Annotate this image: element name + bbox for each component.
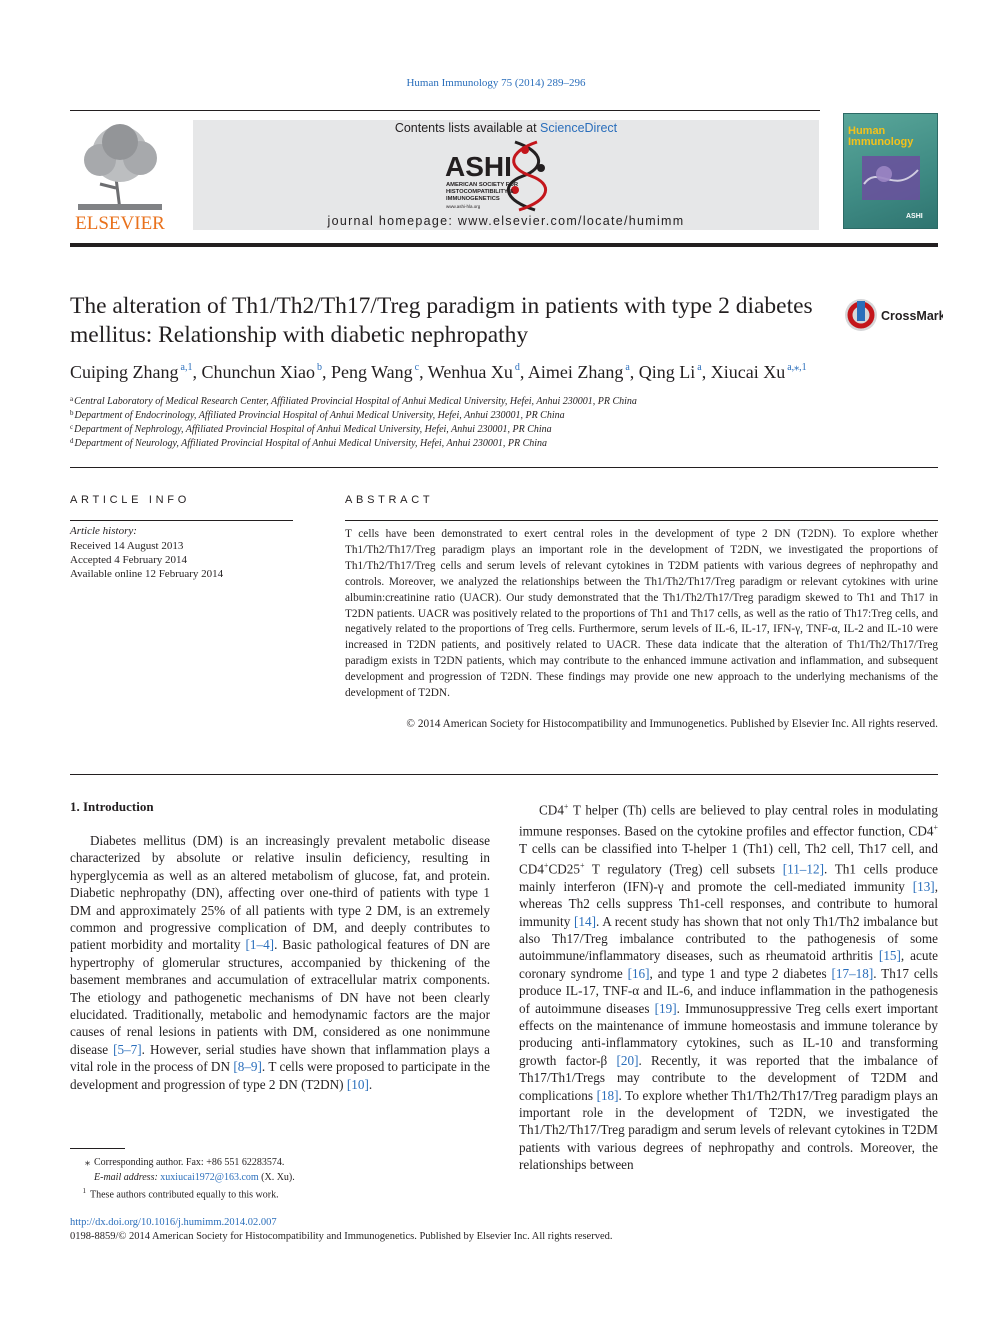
author[interactable]: Cuiping Zhang $^{a,1}$	[70, 362, 193, 382]
reference-link[interactable]: [16]	[627, 965, 650, 981]
abstract-text: T cells have been demonstrated to exert central roles in the development of type 2 DN (T2DN). To explore whether Th1/Th2/Th17/Treg paradigm plays an important role in the development of T2DN, we investigated the proportions of Th1/Th2/Th17/Treg cells and serum levels of relevant cytokines in T2DM patients with various degrees of nephropathy and controls. Moreover, we analyzed the relationships between the Th1/Th2/Th17/Treg paradigm or relevant cytokines with urine albumin:creatinine ratio (UACR). Our study demonstrated that the Th1/Th2/Th17/Treg paradigm skewed to Th1 and Th17 in T2DN patients. UACR was positively related to the proportions of Th1 and Th17 cells, as well as the ratio of Th17:Treg cells, and negatively related to the proportions of Treg cells. Furthermore, serum levels of IL-6, IL-17, IFN-γ, TNF-α, IL-2 and IL-10 were increased in T2DN patients, and positively related to UACR. These data indicate that the alteration of Th1/Th2/Th17/Treg paradigm exists in T2DN patients, which may contribute to the enhanced immune activation and inflammation, and subsequent development and progression of T2DN. These findings may provide one new approach to the underlying mechanisms of the development of T2DN.	[345, 528, 938, 700]
reference-link[interactable]: [14]	[574, 913, 596, 929]
author[interactable]: Qing Li $^a$	[638, 362, 702, 382]
cover-title: Human Immunology	[848, 125, 914, 148]
elsevier-tree-icon	[70, 118, 170, 232]
crossmark-icon	[843, 297, 943, 333]
reference-link[interactable]: [5–7]	[113, 1041, 142, 1057]
intro-left-column	[70, 832, 490, 1093]
equal-contribution-note: $^1$ These authors contributed equally to this work.	[82, 1187, 279, 1201]
reference-link[interactable]: [11–12]	[782, 861, 824, 877]
accepted-date: Accepted 4 February 2014	[70, 554, 187, 566]
reference-link[interactable]: [17–18]	[831, 965, 874, 981]
affiliation-c: $^c$Department of Nephrology, Affiliated Provincial Hospital of Anhui Medical University, Hefei, Anhui 230001, PR China	[70, 423, 552, 435]
crossmark-badge[interactable]	[843, 297, 943, 333]
affiliation-b: $^b$Department of Endocrinology, Affiliated Provincial Hospital of Anhui Medical University, Hefei, Anhui 230001, PR China	[70, 409, 565, 421]
elsevier-logo	[70, 118, 170, 232]
reference-link[interactable]: [13]	[912, 878, 935, 894]
email-link[interactable]: xuxiucai1972@163.com	[160, 1172, 259, 1183]
reference-link[interactable]: [18]	[596, 1087, 619, 1103]
abstract-rule	[345, 520, 938, 521]
reference-link[interactable]: [20]	[616, 1052, 639, 1068]
reference-link[interactable]: [19]	[654, 1000, 677, 1016]
abstract-heading: ABSTRACT	[345, 494, 434, 506]
header-thick-rule	[70, 243, 938, 247]
ashi-wordmark: ASHI	[445, 151, 512, 182]
author[interactable]: Aimei Zhang $^a$	[527, 362, 630, 382]
svg-text:AMERICAN SOCIETY FOR: AMERICAN SOCIETY FOR	[446, 182, 519, 188]
intro-right-column	[519, 798, 938, 1174]
issn-copyright: 0198-8859/© 2014 American Society for Histocompatibility and Immunogenetics. Published by Elsevier Inc. All rights reserved.	[70, 1231, 613, 1242]
author-list: Cuiping Zhang $^{a,1}$, Chunchun Xiao $^b$, Peng Wang $^c$, Wenhua Xu $^d$, Aimei Zhang $^a$, Qing Li $^a$, Xiucai Xu $^{a,⁎,1}$	[70, 362, 807, 382]
affiliation-a: $^a$Central Laboratory of Medical Research Center, Affiliated Provincial Hospital of Anhui Medical University, Hefei, Anhui 230001, PR China	[70, 395, 637, 407]
article-history-label: Article history:	[70, 525, 137, 537]
doi-link[interactable]: http://dx.doi.org/10.1016/j.humimm.2014.02.007	[70, 1217, 277, 1228]
author[interactable]: Xiucai Xu $^{a,⁎,1}$	[710, 362, 807, 382]
affiliation-d: $^d$Department of Neurology, Affiliated Provincial Hospital of Anhui Medical University, Hefei, Anhui 230001, PR China	[70, 437, 548, 449]
contents-line	[193, 121, 819, 135]
author[interactable]: Wenhua Xu $^d$	[427, 362, 520, 382]
author[interactable]: Peng Wang $^c$	[330, 362, 420, 382]
online-date: Available online 12 February 2014	[70, 568, 224, 580]
email-note: E-mail address: xuxiucai1972@163.com (X. Xu).	[94, 1172, 295, 1183]
journal-citation[interactable]: Human Immunology 75 (2014) 289–296	[406, 77, 586, 89]
sciencedirect-link[interactable]: ScienceDirect	[540, 121, 618, 135]
author[interactable]: Chunchun Xiao $^b$	[201, 362, 322, 382]
reference-link[interactable]: [10]	[346, 1076, 369, 1092]
contents-prefix: Contents lists available at	[394, 121, 541, 135]
intro-paragraph-1: Diabetes mellitus (DM) is an increasingly prevalent metabolic disease characterized by absolute or relative insulin deficiency, resulting in hyperglycemia as well as an altered metabolism of glucose, fat, and protein. Diabetic nephropathy (DN), affecting over one-third of patients with type 1 DM and approximately 25% of all patients with type 2 DM, is an extremely common and progressive complication of DM, and deeply contributes to patient morbidity and mortality [1–4]. Basic pathological features of DN are hypertrophy of glomerular structures, accompanied by thickening of the basement membranes and accumulation of extracellular matrix components. The etiology and pathogenetic mechanisms of DN have not been clearly elucidated. Traditionally, metabolic and hemodynamic factors are the major causes of renal lesions in patients with DM, considered as one nonimmune disease [5–7]. However, serial studies have shown that inflammation plays a vital role in the process of DN [8–9]. T cells were proposed to participate in the development and progression of type 2 DN (T2DN) [10].	[70, 833, 490, 1092]
ashi-dna-icon	[445, 138, 575, 213]
ashi-logo	[445, 138, 575, 213]
footnote-rule	[70, 1148, 125, 1149]
article-info-rule	[70, 520, 293, 521]
article-info-heading: ARTICLE INFO	[70, 494, 190, 506]
intro-paragraph-2: CD4+ T helper (Th) cells are believed to play central roles in modulating immune responses. Based on the cytokine profiles and effector function, CD4+ T cells can be classified into T-helper 1 (Th1) cell, Th2 cell, Th17 cell, and CD4+CD25+ T regulatory (Treg) cell subsets [11–12]. Th1 cells produce mainly interferon (IFN)-γ and promote the cell-mediated immunity [13], whereas Th2 cells suppress Th1-cell responses, and contribute to humoral immunity [14]. A recent study has shown that not only Th1/Th2 imbalance but also Th17/Treg imbalance contributed to the pathogenesis of some autoimmune/inflammatory diseases, such as rheumatoid arthritis [15], acute coronary syndrome [16], and type 1 and type 2 diabetes [17–18]. Th17 cells produce IL-17, TNF-α and IL-6, and induce inflammation in the pathogenesis of autoimmune diseases [19]. Immunosuppressive Treg cells exert important effects on the maintenance of immune homeostasis and immune tolerance by producing anti-inflammatory cytokines, such as IL-10 and transforming growth factor-β [20]. Recently, it was reported that the imbalance of Th17/Th1/Tregs may contribute to the development of T2DM and complications [18]. To explore whether Th1/Th2/Th17/Treg paradigm plays an important role in the development of T2DN, we investigated the Th1/Th2/Th17/Treg paradigm and serum levels of relevant cytokines in T2DM patients with various degrees of nephropathy and controls. Moreover, the relationships between	[519, 802, 939, 1173]
received-date: Received 14 August 2013	[70, 540, 184, 552]
article-title: The alteration of Th1/Th2/Th17/Treg paradigm in patients with type 2 diabetes mellitus: Relationship with diabetic nephropathy	[70, 293, 813, 348]
crossmark-label: CrossMark	[881, 309, 943, 323]
svg-text:www.ashi-hla.org: www.ashi-hla.org	[446, 204, 481, 209]
affiliation-rule	[70, 467, 938, 468]
introduction-heading: 1. Introduction	[70, 799, 154, 814]
reference-link[interactable]: [15]	[878, 948, 901, 964]
top-rule	[70, 110, 820, 111]
reference-link[interactable]: [1–4]	[245, 937, 275, 953]
cover-ashi-text: ASHI	[906, 213, 923, 220]
abstract-copyright: © 2014 American Society for Histocompatibility and Immunogenetics. Published by Elsevier Inc. All rights reserved.	[406, 718, 938, 730]
corresponding-author-note: ⁎ Corresponding author. Fax: +86 551 62283574.	[85, 1157, 285, 1168]
journal-homepage[interactable]: journal homepage: www.elsevier.com/locate/humimm	[327, 214, 685, 228]
elsevier-wordmark: ELSEVIER	[75, 213, 165, 232]
svg-text:IMMUNOGENETICS: IMMUNOGENETICS	[446, 196, 500, 202]
body-rule	[70, 774, 938, 775]
reference-link[interactable]: [8–9]	[233, 1059, 262, 1075]
svg-text:HISTOCOMPATIBILITY &: HISTOCOMPATIBILITY &	[446, 189, 514, 195]
